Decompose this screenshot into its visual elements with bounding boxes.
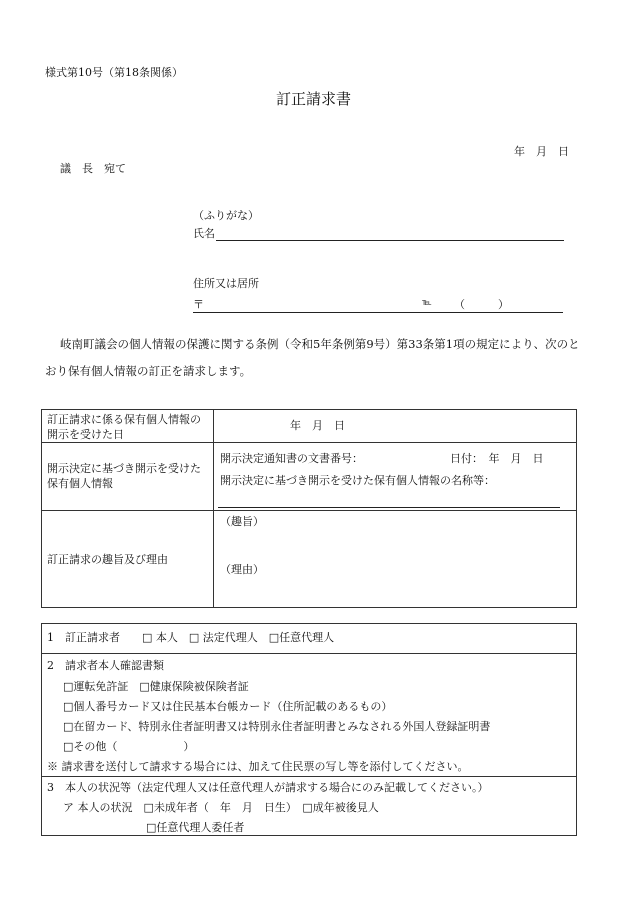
principal-status-line-1[interactable]: ア 本人の状況 □未成年者（ 年 月 日生） □成年被後見人 — [63, 801, 379, 814]
disclosed-info-label: 開示決定に基づき開示を受けた保有個人情報 — [47, 462, 201, 491]
address-label: 住所又は居所 — [193, 277, 259, 290]
furigana-label: （ふりがな） — [193, 209, 259, 222]
principal-status-title: 3 本人の状況等（法定代理人又は任意代理人が請求する場合にのみ記載してください。） — [47, 781, 489, 794]
date-line: 年 月 日 — [514, 145, 569, 158]
table1-divider — [213, 409, 214, 608]
id-doc-option-1[interactable]: □運転免許証 □健康保険被保険者証 — [63, 680, 249, 693]
form-number: 様式第10号（第18条関係） — [45, 66, 183, 79]
intro-line-1: 岐南町議会の個人情報の保護に関する条例（令和5年条例第9号）第33条第1項の規定により、次のと — [60, 337, 580, 351]
id-documents-title: 2 請求者本人確認書類 — [47, 659, 164, 672]
disclosure-date-label: 訂正請求に係る保有個人情報の開示を受けた日 — [47, 413, 201, 442]
notice-doc-number[interactable]: 開示決定通知書の文書番号： — [220, 452, 363, 465]
name-label: 氏名 — [193, 227, 215, 240]
requester-type-row[interactable]: 1 訂正請求者 □ 本人 □ 法定代理人 □任意代理人 — [47, 631, 335, 644]
purpose-field[interactable]: （趣旨） — [220, 515, 264, 528]
purpose-reason-label: 訂正請求の趣旨及び理由 — [47, 553, 168, 566]
tel-label: ℡ — [422, 298, 432, 308]
table2-row-sep-1 — [41, 653, 577, 654]
addressee: 議 長 宛て — [60, 162, 126, 175]
disclosed-info-name-field[interactable] — [218, 507, 560, 508]
address-field[interactable] — [193, 312, 563, 313]
table1-row-sep-2 — [41, 510, 577, 511]
page-title: 訂正請求書 — [276, 90, 352, 108]
id-documents-note: ※ 請求書を送付して請求する場合には、加えて住民票の写し等を添付してください。 — [47, 760, 469, 773]
id-doc-option-2[interactable]: □個人番号カード又は住民基本台帳カード（住所記載のあるもの） — [63, 700, 393, 713]
id-doc-option-4[interactable]: □その他（ ） — [63, 740, 195, 753]
reason-field[interactable]: （理由） — [220, 563, 264, 576]
principal-status-line-2[interactable]: □任意代理人委任者 — [146, 821, 245, 834]
intro-line-2: おり保有個人情報の訂正を請求します。 — [45, 364, 252, 378]
tel-paren: （ ） — [454, 298, 509, 311]
table2-row-sep-2 — [41, 776, 577, 777]
disclosed-info-name[interactable]: 開示決定に基づき開示を受けた保有個人情報の名称等： — [220, 474, 495, 487]
id-doc-option-3[interactable]: □在留カード、特別永住者証明書又は特別永住者証明書とみなされる外国人登録証明書 — [63, 720, 491, 733]
disclosure-date-value[interactable]: 年 月 日 — [290, 419, 345, 432]
name-field[interactable] — [216, 240, 564, 241]
notice-date[interactable]: 日付： 年 月 日 — [450, 452, 544, 465]
postal-mark: 〒 — [193, 298, 204, 311]
